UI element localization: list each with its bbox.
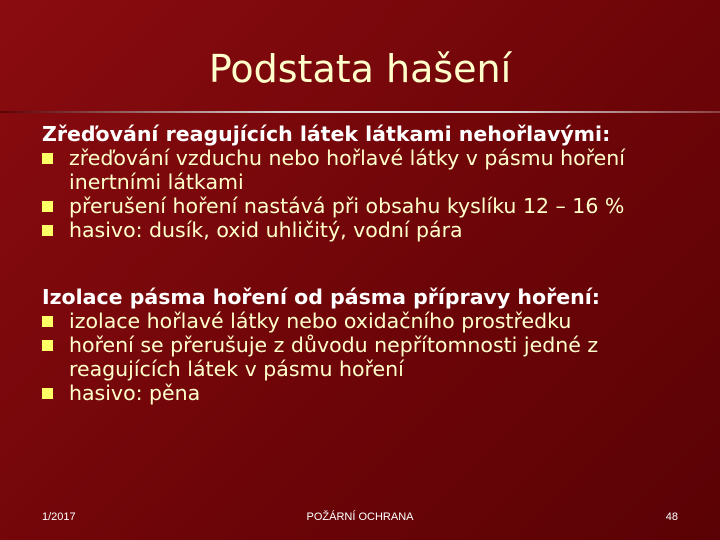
square-bullet-icon [42, 388, 53, 399]
section-heading: Zřeďování reagujících látek látkami nehořlavými: [42, 122, 611, 146]
list-item-text: hasivo: pěna [69, 381, 201, 405]
square-bullet-icon [42, 340, 53, 351]
list-item-text: hoření se přerušuje z důvodu nepřítomnosti jedné z reagujících látek v pásmu hoření [69, 333, 599, 381]
list-item-text: izolace hořlavé látky nebo oxidačního prostředku [69, 309, 572, 333]
list-item-text: přerušení hoření nastává při obsahu kyslíku 12 – 16 % [69, 194, 625, 218]
section-isolation [42, 285, 682, 405]
list-item [42, 309, 682, 333]
list-item [42, 333, 682, 381]
square-bullet-icon [42, 225, 53, 236]
list-item [42, 146, 682, 194]
square-bullet-icon [42, 201, 53, 212]
list-item [42, 194, 682, 218]
square-bullet-icon [42, 153, 53, 164]
list-item-text: zřeďování vzduchu nebo hořlavé látky v pásmu hoření inertními látkami [69, 146, 625, 194]
list-item-text: hasivo: dusík, oxid uhličitý, vodní pára [69, 218, 463, 242]
slide-title: Podstata hašení [208, 47, 512, 91]
section-dilution [42, 122, 682, 242]
list-item [42, 218, 682, 242]
bullet-list [42, 146, 682, 242]
title-divider [0, 111, 720, 113]
section-heading: Izolace pásma hoření od pásma přípravy hoření: [42, 285, 600, 309]
footer-date: 1/2017 [42, 511, 76, 523]
page-number: 48 [665, 511, 678, 523]
footer-title: POŽÁRNÍ OCHRANA [306, 511, 414, 523]
square-bullet-icon [42, 316, 53, 327]
slide-body [42, 122, 682, 405]
section-spacer [42, 242, 682, 285]
bullet-list [42, 309, 682, 405]
list-item [42, 381, 682, 405]
